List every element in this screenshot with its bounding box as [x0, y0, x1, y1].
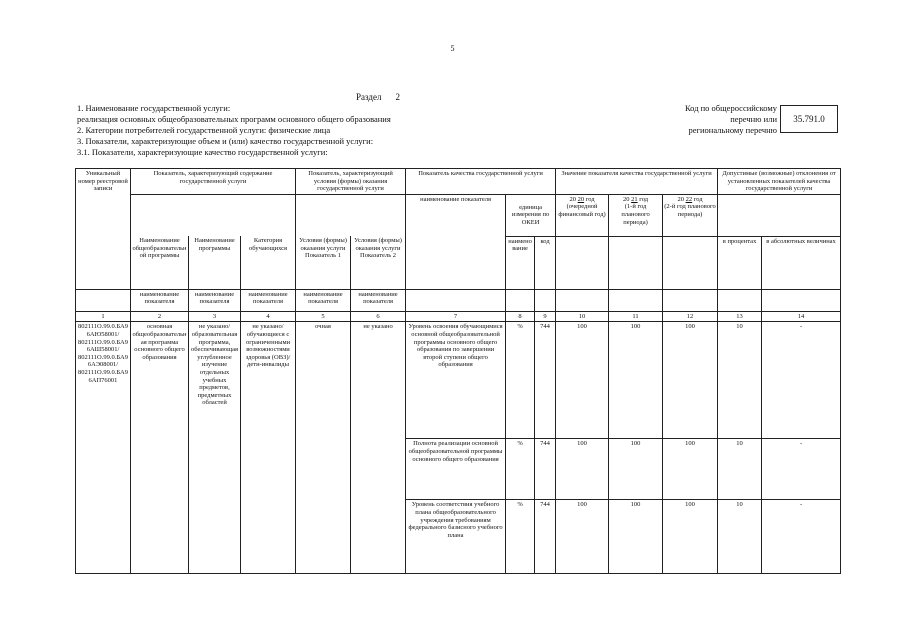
quality-unit-header: единица измерения по ОКЕИ: [506, 194, 556, 236]
col-num: 5: [296, 311, 351, 322]
col-registry-header: Уникальный номер реестровой записи: [76, 169, 131, 290]
col-deviation-header: Допустимые (возможные) отклонения от установленных показателей качества государственной услуги: [718, 169, 841, 195]
form2-value: не указано: [351, 322, 406, 574]
category-header: Категория обучающихся: [241, 236, 296, 289]
col-num: 4: [241, 311, 296, 322]
col-num: 6: [351, 311, 406, 322]
indicator-value-y1: 100: [556, 439, 609, 500]
program-type-value: не указано/ образовательная программа, обеспечивающая углубленное изучение отдельных учебных предметов, предметных областей: [189, 322, 241, 574]
indicator-name-label: наименование показателя: [241, 289, 296, 311]
indicator-name: Полнота реализации основной общеобразовательной программы основного общего образования: [406, 439, 506, 500]
section-heading: [356, 92, 400, 102]
deviation-pct: 10: [718, 322, 762, 439]
section-number: 2: [395, 92, 400, 102]
registry-code-box: 35.791.0: [780, 105, 838, 133]
col-value-header: Значение показателя качества государственной услуги: [556, 169, 718, 195]
indicator-unit: %: [506, 439, 535, 500]
year1-header: 20 20 год (очередной финансовый год): [556, 194, 609, 236]
indicator-unit: %: [506, 322, 535, 439]
indicator-name: Уровень освоения обучающимися основной общеобразовательной программы основного общего образования по завершении второй ступени общего образования: [406, 322, 506, 439]
page-number: 5: [450, 44, 455, 53]
indicator-value-y3: 100: [663, 439, 718, 500]
deviation-abs: -: [762, 322, 841, 439]
column-number-row: [76, 311, 841, 322]
col-num: 7: [406, 311, 506, 322]
col-num: 14: [762, 311, 841, 322]
indicator-name: Уровень соответствия учебного плана общеобразовательного учреждения требованиям федерального базисного учебного плана: [406, 500, 506, 574]
col-num: 10: [556, 311, 609, 322]
code-label-line3: региональному перечню: [688, 125, 777, 135]
unit-code-header: код: [535, 236, 556, 289]
section-label: Раздел: [356, 92, 382, 102]
col-num: 12: [663, 311, 718, 322]
deviation-pct: 10: [718, 439, 762, 500]
service-name-value: реализация основных общеобразовательных программ основного общего образования: [77, 114, 391, 124]
quality-indicators-heading: 3.1. Показатели, характеризующие качество государственной услуги:: [77, 147, 328, 157]
indicator-name-label: наименование показателя: [189, 289, 241, 311]
col-num: 11: [609, 311, 663, 322]
table-row: [76, 322, 841, 439]
program-name-value: основная общеобразовательная программа основного общего образования: [131, 322, 189, 574]
col-quality-header: Показатель качества государственной услуги: [406, 169, 556, 195]
category-value: не указано/ обучающиеся с ограниченными возможностями здоровья (ОВЗ)/ дети-инвалиды: [241, 322, 296, 574]
indicator-value-y1: 100: [556, 322, 609, 439]
indicator-unit: %: [506, 500, 535, 574]
deviation-abs: -: [762, 439, 841, 500]
program-type-header: Наименование программы: [189, 236, 241, 289]
consumer-category: 2. Категории потребителей государственной услуги: физические лица: [77, 125, 331, 135]
col-num: 8: [506, 311, 535, 322]
indicator-value-y3: 100: [663, 322, 718, 439]
col-num: 2: [131, 311, 189, 322]
year3-header: 20 22 год (2-й год планового периода): [663, 194, 718, 236]
col-num: 1: [76, 311, 131, 322]
condition1-header: Условия (формы) оказания услуги Показатель 1: [296, 236, 351, 289]
condition2-header: Условия (формы) оказания услуги Показатель 2: [351, 236, 406, 289]
quality-name-header: наименование показателя: [406, 194, 506, 289]
indicator-value-y1: 100: [556, 500, 609, 574]
indicator-code: 744: [535, 439, 556, 500]
indicator-code: 744: [535, 322, 556, 439]
form-value: очная: [296, 322, 351, 574]
program-name-header: Наименование общеобразовательной программы: [131, 236, 189, 289]
col-conditions-header: Показатель, характеризующий условия (формы) оказания государственной услуги: [296, 169, 406, 195]
indicator-code: 744: [535, 500, 556, 574]
indicator-value-y3: 100: [663, 500, 718, 574]
indicator-value-y2: 100: [609, 322, 663, 439]
deviation-abs: -: [762, 500, 841, 574]
deviation-abs-header: в абсолютных величинах: [762, 236, 841, 289]
deviation-pct: 10: [718, 500, 762, 574]
col-num: 13: [718, 311, 762, 322]
code-label-line1: Код по общероссийскому: [684, 103, 777, 113]
indicator-value-y2: 100: [609, 500, 663, 574]
indicator-name-label: наименование показателя: [351, 289, 406, 311]
service-name-heading: 1. Наименование государственной услуги:: [77, 103, 231, 113]
indicators-heading: 3. Показатели, характеризующие объем и (или) качество государственной услуги:: [77, 136, 374, 146]
deviation-pct-header: в процентах: [718, 236, 762, 289]
col-num: 9: [535, 311, 556, 322]
code-label-line2: перечню или: [730, 114, 777, 124]
col-content-header: Показатель, характеризующий содержание государственной услуги: [131, 169, 296, 195]
unit-name-header: наименование: [506, 236, 535, 289]
indicator-name-label: наименование показателя: [131, 289, 189, 311]
registry-record-number: 802111О.99.0.БА96АЮ58001/ 802111О.99.0.БА96АШ58001/ 802111О.99.0.БА96АЭ08001/ 802111О.99.0.БА96АП76001: [76, 322, 131, 574]
year2-header: 20 21 год (1-й год планового периода): [609, 194, 663, 236]
indicator-value-y2: 100: [609, 439, 663, 500]
col-num: 3: [189, 311, 241, 322]
indicator-name-label: наименование показателя: [296, 289, 351, 311]
quality-indicators-table: [75, 168, 841, 574]
